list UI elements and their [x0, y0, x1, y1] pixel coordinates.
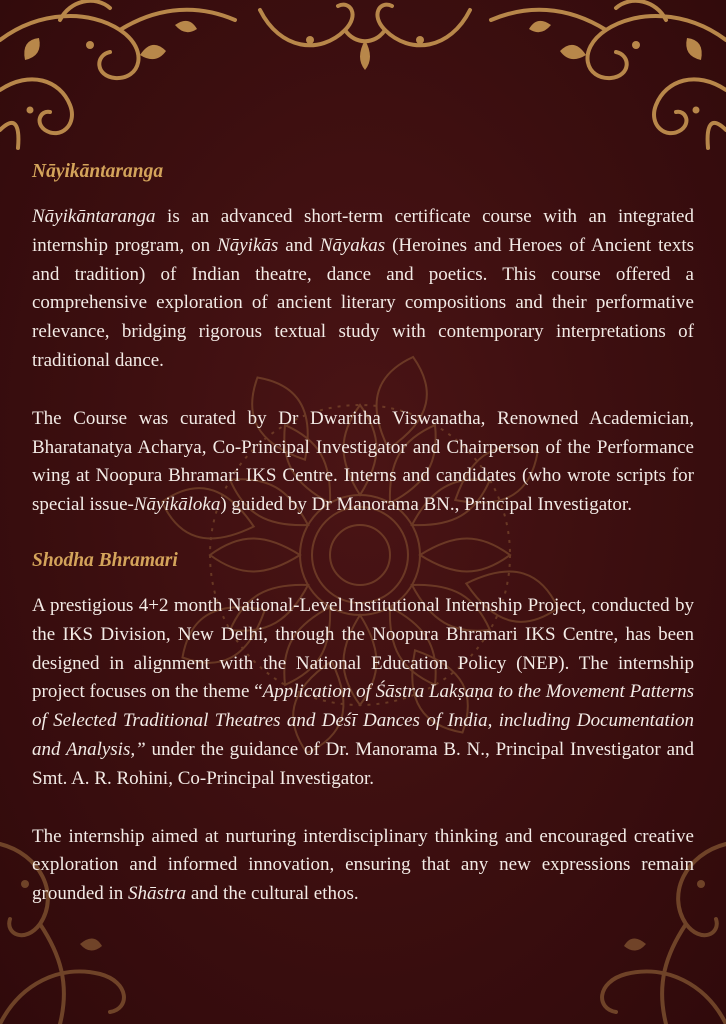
internship-theme-title: Application of Śāstra Lakṣaṇa to the Movement Patterns of Selected Traditional Theatres and Deśī Dances of India, including Documentation and Analysis,”	[32, 681, 694, 760]
text-run: is an advanced short-term certificate course with an integrated internship program, on	[32, 206, 694, 256]
top-center-floral-flourish	[250, 0, 480, 80]
text-run: and the cultural ethos.	[186, 883, 359, 905]
text-run: ) guided by Dr Manorama BN., Principal Investigator.	[220, 494, 632, 516]
nayikantaranga-description-paragraph	[32, 203, 694, 376]
text-run: The internship aimed at nurturing interdisciplinary thinking and encouraged creative exploration and informed innovation, ensuring that any new expressions remain grounded in	[32, 825, 694, 905]
course-curation-paragraph	[32, 405, 694, 520]
top-right-floral-ornament	[486, 0, 726, 150]
document-body	[32, 158, 694, 938]
text-run: (Heroines and Heroes of Ancient texts and tradition) of Indian theatre, dance and poetics. This course offered a comprehensive exploration of ancient literary compositions and their performative relevance, bridging rigorous textual study with contemporary interpretations of traditional dance.	[32, 234, 694, 371]
internship-aims-paragraph	[32, 823, 694, 909]
course-name-italic: Nāyikāntaranga	[32, 206, 156, 227]
text-run: A prestigious 4+2 month National-Level Institutional Internship Project, conducted by the IKS Division, New Delhi, through the Noopura Bhramari IKS Centre, has been designed in alignment with the National Education Policy (NEP). The internship project focuses on the theme “	[32, 594, 694, 703]
section-heading-shodha-bhramari: Shodha Bhramari	[32, 549, 178, 571]
special-issue-title: Nāyikāloka	[133, 494, 221, 516]
section-heading-nayikantaranga: Nāyikāntaranga	[32, 161, 164, 182]
text-run: The Course was curated by Dr Dwaritha Viswanatha, Renowned Academician, Bharatanatya Acharya, Co-Principal Investigator and Chairperson of the Performance wing at Noopura Bhramari IKS Centre. Interns and candidates (who wrote scripts for special issue-	[32, 407, 694, 516]
text-run: and	[278, 234, 320, 256]
shodha-bhramari-description-paragraph	[32, 592, 694, 794]
term-nayakas: Nāyakas	[319, 234, 386, 256]
text-run: under the guidance of Dr. Manorama B. N., Principal Investigator and Smt. A. R. Rohini, Co-Principal Investigator.	[32, 738, 695, 789]
top-left-floral-ornament	[0, 0, 240, 150]
term-shastra: Shāstra	[128, 883, 187, 905]
term-nayikas: Nāyikās	[217, 234, 279, 256]
